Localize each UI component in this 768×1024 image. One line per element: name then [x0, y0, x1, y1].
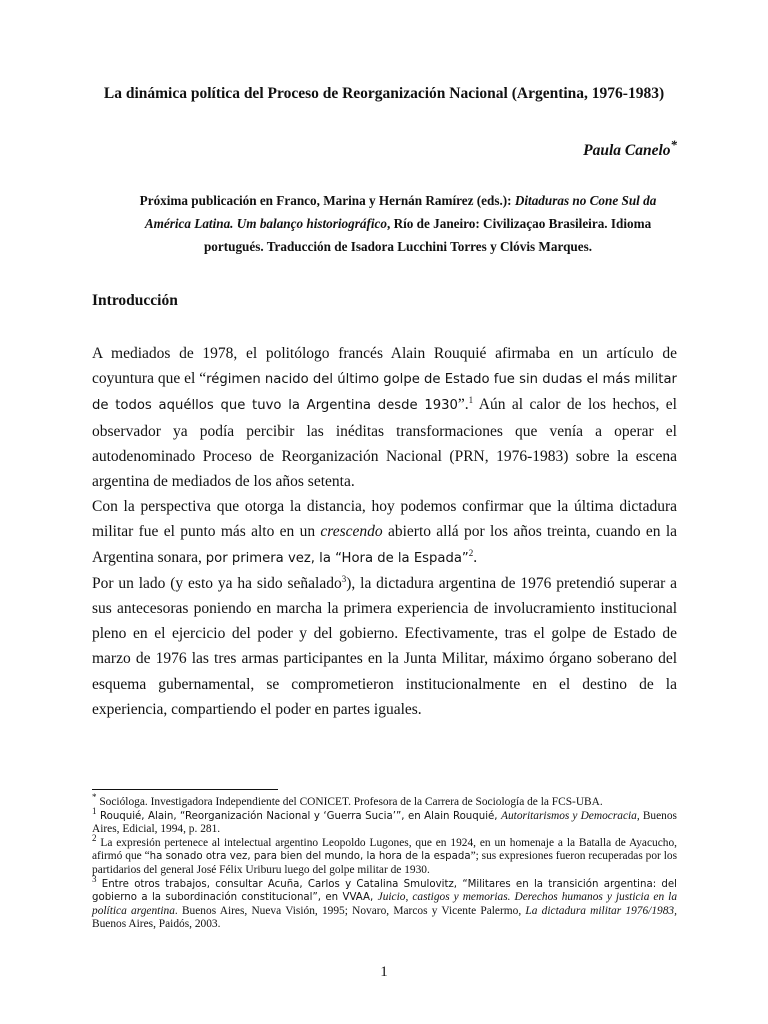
footnote-3-rest: Buenos Aires, Paidós, 2003.: [92, 918, 221, 931]
footnote-star-mark: *: [92, 792, 97, 803]
footnote-ref-3[interactable]: 3: [341, 573, 347, 584]
publication-part1: Próxima publicación en Franco, Marina y Hernán Ramírez (eds.):: [139, 193, 515, 208]
p2-text-c: .: [473, 548, 478, 566]
footnote-3: [92, 873, 678, 932]
p3-text-b: ), la dictadura argentina de 1976 pretendió superar a sus antecesoras poniendo en marcha la primera experiencia de involucramiento institucional pleno en el ejercicio del poder y del gobierno. Efectivamente, tras el golpe de Estado de marzo de 1976 las tres armas participantes en la Junta Militar, máximo órgano soberano del esquema gubernamental, se comprometieron institucionalmente en el destino de la experiencia, compartiendo el poder en partes iguales.: [92, 574, 677, 718]
page-number: 1: [380, 964, 388, 980]
footnote-ref-1[interactable]: 1: [468, 395, 474, 406]
paragraph-1: [92, 341, 677, 494]
section-heading: Introducción: [92, 292, 178, 309]
p1-quote: régimen nacido del último golpe de Estado fue sin dudas el más militar de todos aquéllos que tuvo la Argentina desde 1930: [92, 372, 677, 414]
paragraph-2: [92, 494, 677, 571]
publication-part3: , Río de Janeiro: Civilizaçao Brasileira. Idioma portugués. Traducción de Isadora Lucchini Torres y Clóvis Marques.: [203, 216, 652, 254]
p2-text-b: abierto allá por los años treinta, cuando en la Argentina sonara,: [92, 523, 678, 566]
footnote-ref-2[interactable]: 2: [468, 547, 474, 558]
p2-quote: por primera vez, la “Hora de la Espada”: [205, 550, 469, 566]
footnote-3-mark: 3: [92, 873, 97, 884]
p2-text-a: Con la perspectiva que otorga la distancia, hoy podemos confirmar que la última dictadura militar fue el punto más alto en un: [92, 498, 677, 541]
footnote-2: [92, 832, 678, 878]
footnote-1: [92, 805, 677, 837]
footnote-1-sans: Rouquié, Alain, “Reorganización Nacional y ‘Guerra Sucia’”, en Alain Rouquié,: [96, 810, 501, 822]
footnote-2-mark: 2: [92, 832, 97, 843]
footnote-2-a: La expresión pertenece al intelectual argentino Leopoldo Lugones, que en 1924, en un homenaje a la Batalla de Ayacucho, afirmó que “: [92, 836, 677, 863]
footnote-3-sans: Entre otros trabajos, consultar Acuña, Carlos y Catalina Smulovitz, “Militares en la transición argentina: del gobierno a la subordinación constitucional”, en VVAA,: [92, 878, 677, 904]
author-name: [583, 137, 677, 160]
paragraph-3: [92, 571, 677, 722]
footnote-3-mid: . Buenos Aires, Nueva Visión, 1995; Novaro, Marcos y Vicente Palermo,: [174, 904, 526, 917]
author-text: Paula Canelo: [583, 142, 671, 160]
body-text: [92, 341, 677, 722]
p1-text-b: ”.: [457, 396, 469, 414]
p3-text-a: Por un lado (y esto ya ha sido señalado: [92, 574, 342, 592]
footnote-1-italic: Autoritarismos y Democracia,: [501, 809, 640, 822]
footnote-separator: [92, 789, 278, 790]
footnote-1-rest: Buenos Aires, Edicial, 1994, p. 281.: [92, 809, 677, 836]
footnotes: [92, 792, 678, 932]
footnote-2-b: ”; sus expresiones fueron recuperadas por los partidarios del general José Félix Uriburu luego del golpe militar de 1930.: [92, 850, 678, 876]
publication-book-title: Ditaduras no Cone Sul da América Latina. Um balanço historiográfico: [144, 193, 657, 231]
footnote-3-italic2: La dictadura militar 1976/1983,: [525, 904, 677, 917]
document-title: La dinámica política del Proceso de Reorganización Nacional (Argentina, 1976-1983): [103, 85, 665, 102]
p1-text-a: A mediados de 1978, el politólogo francés Alain Rouquié afirmaba en un artículo de coyuntura que el “: [92, 345, 677, 388]
footnote-star-text: Socióloga. Investigadora Independiente del CONICET. Profesora de la Carrera de Sociología de la FCS-UBA.: [96, 796, 603, 808]
p2-italic: crescendo: [320, 523, 383, 541]
footnote-3-italic1: Juicio, castigos y memorias. Derechos humanos y justicia en la política argentina: [92, 891, 678, 917]
footnote-1-mark: 1: [92, 805, 97, 816]
publication-note: [118, 189, 678, 258]
footnote-2-quote: ha sonado otra vez, para bien del mundo, la hora de la espada: [149, 851, 471, 863]
p1-text-c: Aún al calor de los hechos, el observador ya podía percibir las inéditas transformaciones que venía a operar el autodenominado Proceso de Reorganización Nacional (PRN, 1976-1983) sobre la escena argentina de mediados de los años setenta.: [92, 396, 677, 491]
footnote-star: [92, 792, 677, 810]
author-footnote-mark: *: [670, 137, 677, 152]
